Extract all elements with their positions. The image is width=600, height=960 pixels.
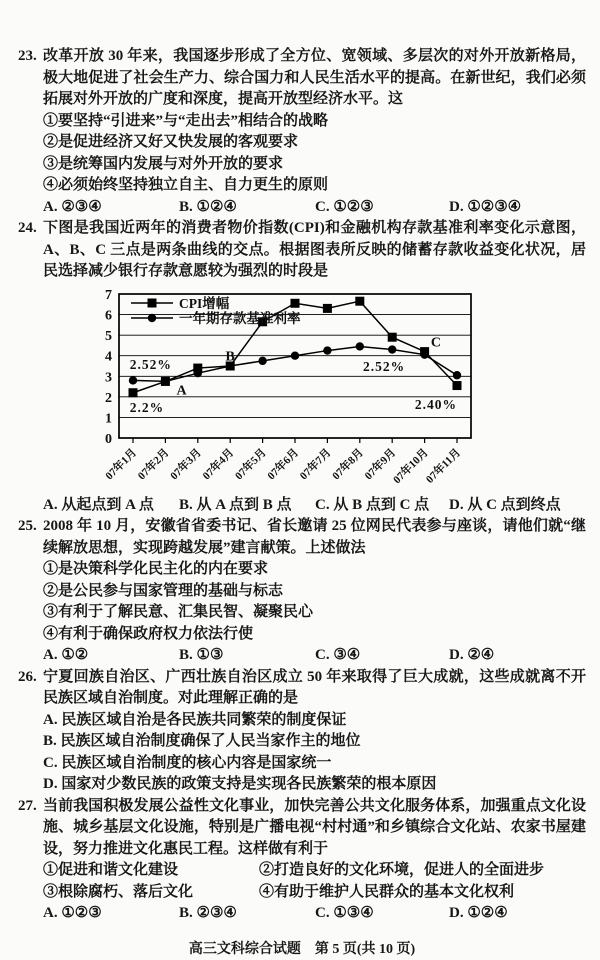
question-number: 24. — [18, 218, 43, 240]
question-24 — [18, 218, 586, 516]
option-a: A. 民族区域自治是各民族共同繁荣的制度保证 — [43, 710, 586, 732]
question-item: ②打造良好的文化环境，促进人的全面进步 — [259, 860, 586, 882]
question-25 — [18, 516, 586, 667]
svg-text:6: 6 — [105, 308, 112, 323]
svg-text:0: 0 — [105, 432, 112, 447]
svg-text:07年3月: 07年3月 — [167, 445, 204, 482]
items-row — [43, 882, 586, 904]
question-item: ①是决策科学化民主化的内在要求 — [43, 559, 586, 581]
svg-text:2.52%: 2.52% — [363, 359, 405, 374]
page-footer: 高三文科综合试题 第 5 页(共 10 页) — [18, 939, 586, 960]
svg-text:07年1月: 07年1月 — [102, 445, 139, 482]
svg-text:07年6月: 07年6月 — [264, 445, 301, 482]
question-stem: 2008 年 10 月，安徽省省委书记、省长邀请 25 位网民代表参与座谈，请他们就“继续解放思想，实现跨越发展”建言献策。上述做法 — [43, 516, 586, 559]
svg-text:7: 7 — [105, 288, 112, 303]
option-d: D. ②④ — [449, 645, 586, 667]
svg-text:2: 2 — [105, 390, 112, 405]
option-b: B. ①②④ — [179, 197, 315, 219]
option-b: B. 从 A 点到 B 点 — [179, 495, 315, 517]
question-item: ②是公民参与国家管理的基础与标志 — [43, 581, 586, 603]
svg-text:07年9月: 07年9月 — [361, 445, 398, 482]
option-a: A. ②③④ — [43, 197, 179, 219]
question-stem: 当前我国积极发展公益性文化事业，加快完善公共文化服务体系，加强重点文化设施、城乡基层文化设施，特别是广播电视“村村通”和乡镇综合文化站、农家书屋建设，努力推进文化惠民工程。这样做有利于 — [43, 796, 586, 861]
options-row — [43, 197, 586, 219]
svg-text:5: 5 — [105, 329, 112, 344]
option-a: A. 从起点到 A 点 — [43, 495, 179, 517]
svg-text:07年10月: 07年10月 — [390, 445, 431, 486]
question-item: ④必须始终坚持独立自主、自力更生的原则 — [43, 175, 586, 197]
options-row — [43, 645, 586, 667]
svg-text:2.2%: 2.2% — [130, 400, 164, 415]
question-number: 26. — [18, 667, 43, 689]
options-row — [43, 903, 586, 925]
question-stem: 改革开放 30 年来，我国逐步形成了全方位、宽领域、多层次的对外开放新格局，极大地促进了社会生产力、综合国力和人民生活水平的提高。在新世纪，我们必须拓展对外开放的广度和深度，提高开放型经济水平。这 — [43, 46, 586, 111]
svg-text:一年期存款基准利率: 一年期存款基准利率 — [179, 310, 301, 326]
svg-text:3: 3 — [105, 370, 112, 385]
option-b: B. ②③④ — [179, 903, 315, 925]
question-item: ③是统筹国内发展与对外开放的要求 — [43, 154, 586, 176]
question-item: ④有助于维护人民群众的基本文化权利 — [259, 882, 586, 904]
svg-text:2.40%: 2.40% — [415, 397, 457, 412]
question-item: ②是促进经济又好又快发展的客观要求 — [43, 132, 586, 154]
cpi-rate-chart-figure — [75, 286, 586, 495]
question-item: ③根除腐朽、落后文化 — [43, 882, 259, 904]
option-c: C. 从 B 点到 C 点 — [315, 495, 449, 517]
question-26 — [18, 667, 586, 796]
option-d: D. 从 C 点到终点 — [449, 495, 586, 517]
question-number: 27. — [18, 796, 43, 818]
question-23 — [18, 46, 586, 218]
question-item: ③有利于了解民意、汇集民智、凝聚民心 — [43, 602, 586, 624]
option-b: B. ①③ — [179, 645, 315, 667]
items-row — [43, 860, 586, 882]
svg-text:A: A — [177, 383, 188, 398]
option-d: D. ①②③④ — [449, 197, 586, 219]
svg-text:07年8月: 07年8月 — [329, 445, 366, 482]
svg-text:07年5月: 07年5月 — [232, 445, 269, 482]
question-stem: 宁夏回族自治区、广西壮族自治区成立 50 年来取得了巨大成就，这些成就离不开民族区域自治制度。对此理解正确的是 — [43, 667, 586, 710]
question-stem: 下图是我国近两年的消费者物价指数(CPI)和金融机构存款基准利率变化示意图，A、B、C 三点是两条曲线的交点。根据图表所反映的储蓄存款收益变化状况，居民选择减少银行存款意愿较为强烈的时段是 — [43, 218, 586, 283]
svg-text:2.52%: 2.52% — [130, 356, 172, 371]
question-item: ①促进和谐文化建设 — [43, 860, 259, 882]
question-number: 25. — [18, 516, 43, 538]
option-c: C. 民族区域自治制度的核心内容是国家统一 — [43, 753, 586, 775]
question-item: ④有利于确保政府权力依法行使 — [43, 624, 586, 646]
question-number: 23. — [18, 46, 43, 68]
option-a: A. ①② — [43, 645, 179, 667]
svg-text:4: 4 — [105, 349, 112, 364]
svg-text:07年2月: 07年2月 — [134, 445, 171, 482]
cpi-rate-line-chart — [75, 286, 505, 495]
options-row — [43, 495, 586, 517]
option-c: C. ③④ — [315, 645, 449, 667]
svg-text:CPI增幅: CPI增幅 — [179, 295, 230, 311]
option-d: D. ①②④ — [449, 903, 586, 925]
question-27 — [18, 796, 586, 925]
svg-text:C: C — [431, 335, 441, 350]
svg-text:07年7月: 07年7月 — [296, 445, 333, 482]
svg-text:B: B — [226, 349, 235, 364]
option-c: C. ①③④ — [315, 903, 449, 925]
option-c: C. ①②③ — [315, 197, 449, 219]
svg-text:07年11月: 07年11月 — [423, 445, 464, 486]
svg-text:1: 1 — [105, 411, 112, 426]
option-d: D. 国家对少数民族的政策支持是实现各民族繁荣的根本原因 — [43, 774, 586, 796]
svg-text:07年4月: 07年4月 — [199, 445, 236, 482]
option-b: B. 民族区域自治制度确保了人民当家作主的地位 — [43, 731, 586, 753]
option-a: A. ①②③ — [43, 903, 179, 925]
question-item: ①要坚持“引进来”与“走出去”相结合的战略 — [43, 111, 586, 133]
